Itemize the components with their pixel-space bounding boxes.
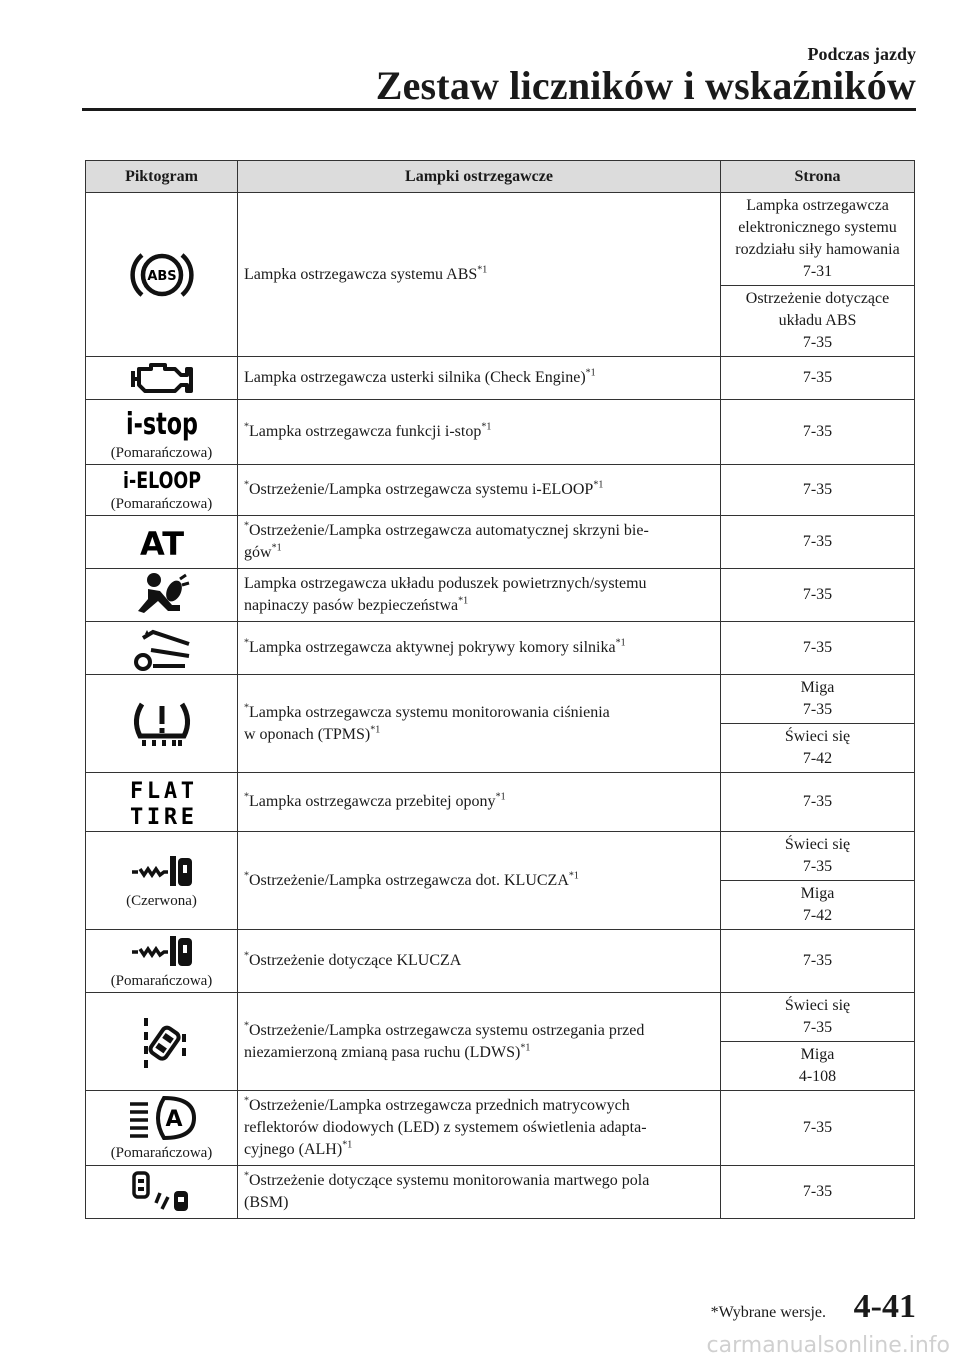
- warning-description: [238, 675, 721, 773]
- airbag-icon: [90, 571, 233, 619]
- pictogram-cell: [86, 569, 238, 622]
- page-reference: Miga 7-42: [721, 881, 915, 930]
- table-row: [86, 675, 915, 724]
- page-title: Zestaw liczników i wskaźników: [375, 63, 916, 108]
- warning-description: [238, 832, 721, 930]
- warning-text: Ostrzeżenie dotyczące systemu monitorowania martwego pola (BSM): [244, 1172, 650, 1211]
- page-reference: Świeci się 7-35: [721, 993, 915, 1042]
- pictogram-cell: [86, 622, 238, 675]
- warning-description: [238, 569, 721, 622]
- footnote-marker: *1: [520, 1042, 531, 1054]
- footnote-marker: *1: [370, 724, 381, 736]
- selected-versions-marker: *: [244, 421, 249, 433]
- warning-description: [238, 357, 721, 400]
- page-reference: Miga 7-35: [721, 675, 915, 724]
- warning-text: Ostrzeżenie/Lampka ostrzegawcza automatycznej skrzyni bie- gów: [244, 522, 649, 561]
- warning-description: [238, 1166, 721, 1219]
- title-rule: [82, 108, 916, 111]
- selected-versions-marker: *: [244, 870, 249, 882]
- svg-text:A: A: [164, 1107, 183, 1132]
- page-reference: 7-35: [721, 622, 915, 675]
- bonnet-icon: [90, 624, 233, 672]
- warning-description: [238, 993, 721, 1091]
- footnote-marker: *1: [271, 542, 282, 554]
- warning-text: Ostrzeżenie/Lampka ostrzegawcza systemu i-ELOOP: [249, 481, 594, 498]
- warning-text: Lampka ostrzegawcza układu poduszek powietrznych/systemu napinaczy pasów bezpieczeństwa: [244, 575, 647, 614]
- svg-text:ABS: ABS: [146, 268, 177, 284]
- section-label: Podczas jazdy: [807, 44, 916, 64]
- warning-text: Lampka ostrzegawcza systemu monitorowania ciśnienia w oponach (TPMS): [244, 703, 610, 743]
- footnote-marker: *1: [481, 421, 492, 433]
- warning-description: [238, 516, 721, 569]
- page-reference: 7-35: [721, 465, 915, 516]
- flat-tire-icon: [90, 775, 233, 829]
- table-row: [86, 930, 915, 993]
- warning-text: Ostrzeżenie/Lampka ostrzegawcza przednich matrycowych reflektorów diodowych (LED) z systemem oświetlenia adapta- cyjnego (ALH): [244, 1097, 647, 1158]
- i-eloop-icon: [90, 467, 233, 493]
- table-header-row: [86, 161, 915, 193]
- at-icon: [90, 525, 233, 563]
- alh-icon: [90, 1094, 233, 1142]
- i-stop-icon: [90, 402, 233, 442]
- page-reference: 7-35: [721, 569, 915, 622]
- warning-text: Lampka ostrzegawcza przebitej opony: [249, 793, 496, 810]
- table-row: [86, 400, 915, 465]
- warning-text: Lampka ostrzegawcza aktywnej pokrywy komory silnika: [249, 639, 616, 656]
- pictogram-cell: [86, 832, 238, 930]
- bsm-icon: [90, 1169, 233, 1215]
- svg-text:AT: AT: [139, 525, 184, 563]
- selected-versions-marker: *: [244, 791, 249, 803]
- pictogram-cell: [86, 1091, 238, 1166]
- pictogram-cell: [86, 465, 238, 516]
- tpms-icon: [90, 698, 233, 750]
- selected-versions-marker: *: [244, 950, 249, 962]
- table-row: [86, 622, 915, 675]
- abs-icon: [90, 247, 233, 303]
- table-row: [86, 465, 915, 516]
- selected-versions-marker: *: [244, 637, 249, 649]
- page-reference: 7-35: [721, 357, 915, 400]
- page-reference: Świeci się 7-42: [721, 724, 915, 773]
- table-row: [86, 516, 915, 569]
- page-reference: Świeci się 7-35: [721, 832, 915, 881]
- table-row: [86, 569, 915, 622]
- footnote-marker: *1: [458, 595, 469, 607]
- pictogram-cell: [86, 993, 238, 1091]
- pictogram-cell: [86, 193, 238, 357]
- pictogram-cell: [86, 930, 238, 993]
- selected-versions-marker: *: [244, 520, 249, 532]
- pictogram-caption: (Pomarańczowa): [110, 973, 213, 989]
- warning-description: [238, 930, 721, 993]
- table-row: [86, 773, 915, 832]
- warning-description: [238, 773, 721, 832]
- table-row: [86, 993, 915, 1042]
- page-reference: 7-35: [721, 516, 915, 569]
- svg-text:i-stop: i-stop: [125, 407, 198, 442]
- selected-versions-marker: *: [244, 702, 249, 714]
- warning-lights-table: [85, 160, 915, 1219]
- watermark: carmanualsonline.info: [706, 1333, 950, 1358]
- warning-text: Lampka ostrzegawcza usterki silnika (Check Engine): [244, 369, 586, 386]
- key-icon: [90, 932, 233, 970]
- footnote-marker: *1: [568, 870, 579, 882]
- warning-description: [238, 1091, 721, 1166]
- pictogram-cell: [86, 675, 238, 773]
- page-reference: Miga 4-108: [721, 1042, 915, 1091]
- warning-description: [238, 622, 721, 675]
- page-reference: 7-35: [721, 930, 915, 993]
- footnote-marker: *1: [342, 1139, 353, 1151]
- warning-text: Lampka ostrzegawcza systemu ABS: [244, 265, 478, 283]
- page-reference: 7-35: [721, 1166, 915, 1219]
- selected-versions-marker: *: [244, 479, 249, 491]
- pictogram-cell: [86, 516, 238, 569]
- svg-text:FLAT: FLAT: [129, 779, 194, 804]
- page-reference: Ostrzeżenie dotyczące układu ABS 7-35: [721, 286, 915, 357]
- footnote-marker: *1: [495, 791, 506, 803]
- pictogram-cell: [86, 1166, 238, 1219]
- table-row: [86, 357, 915, 400]
- warning-text: Ostrzeżenie dotyczące KLUCZA: [249, 952, 462, 969]
- pictogram-cell: [86, 773, 238, 832]
- warning-text: Lampka ostrzegawcza funkcji i-stop: [249, 423, 482, 440]
- key-icon: [90, 852, 233, 890]
- pictogram-caption: (Czerwona): [126, 892, 197, 909]
- warning-text: Ostrzeżenie/Lampka ostrzegawcza systemu ostrzegania przed niezamierzoną zmianą pasa ruchu (LDWS): [244, 1021, 645, 1061]
- svg-text:TIRE: TIRE: [129, 805, 194, 830]
- selected-versions-marker: *: [244, 1095, 249, 1107]
- selected-versions-marker: *: [244, 1170, 249, 1182]
- page-reference: 7-35: [721, 773, 915, 832]
- table-row: [86, 1166, 915, 1219]
- warning-description: [238, 193, 721, 357]
- warning-description: [238, 400, 721, 465]
- warning-text: Ostrzeżenie/Lampka ostrzegawcza dot. KLUCZA: [249, 871, 569, 889]
- column-header-lights: Lampki ostrzegawcze: [238, 161, 721, 193]
- page-reference: 7-35: [721, 1091, 915, 1166]
- selected-versions-marker: *: [244, 1020, 249, 1032]
- table-row: [86, 832, 915, 881]
- pictogram-cell: [86, 400, 238, 465]
- table-row: [86, 1091, 915, 1166]
- engine-icon: [90, 359, 233, 397]
- page-reference: 7-35: [721, 400, 915, 465]
- pictogram-cell: [86, 357, 238, 400]
- pictogram-caption: (Pomarańczowa): [110, 1145, 213, 1161]
- footnote-marker: *1: [585, 367, 596, 379]
- svg-text:i-ELOOP: i-ELOOP: [122, 469, 201, 494]
- table-row: [86, 193, 915, 286]
- page-number: 4-41: [853, 1288, 916, 1325]
- page-reference: Lampka ostrzegawcza elektronicznego systemu rozdziału siły hamowania 7-31: [721, 193, 915, 286]
- footnote-marker: *1: [593, 479, 604, 491]
- ldws-icon: [90, 1014, 233, 1070]
- column-header-page: Strona: [721, 161, 915, 193]
- warning-description: [238, 465, 721, 516]
- pictogram-caption: (Pomarańczowa): [110, 496, 213, 512]
- footnote: *Wybrane wersje.: [710, 1304, 826, 1321]
- pictogram-caption: (Pomarańczowa): [110, 445, 213, 461]
- footnote-marker: *1: [477, 264, 488, 276]
- footnote-marker: *1: [615, 637, 626, 649]
- column-header-pictogram: Piktogram: [86, 161, 238, 193]
